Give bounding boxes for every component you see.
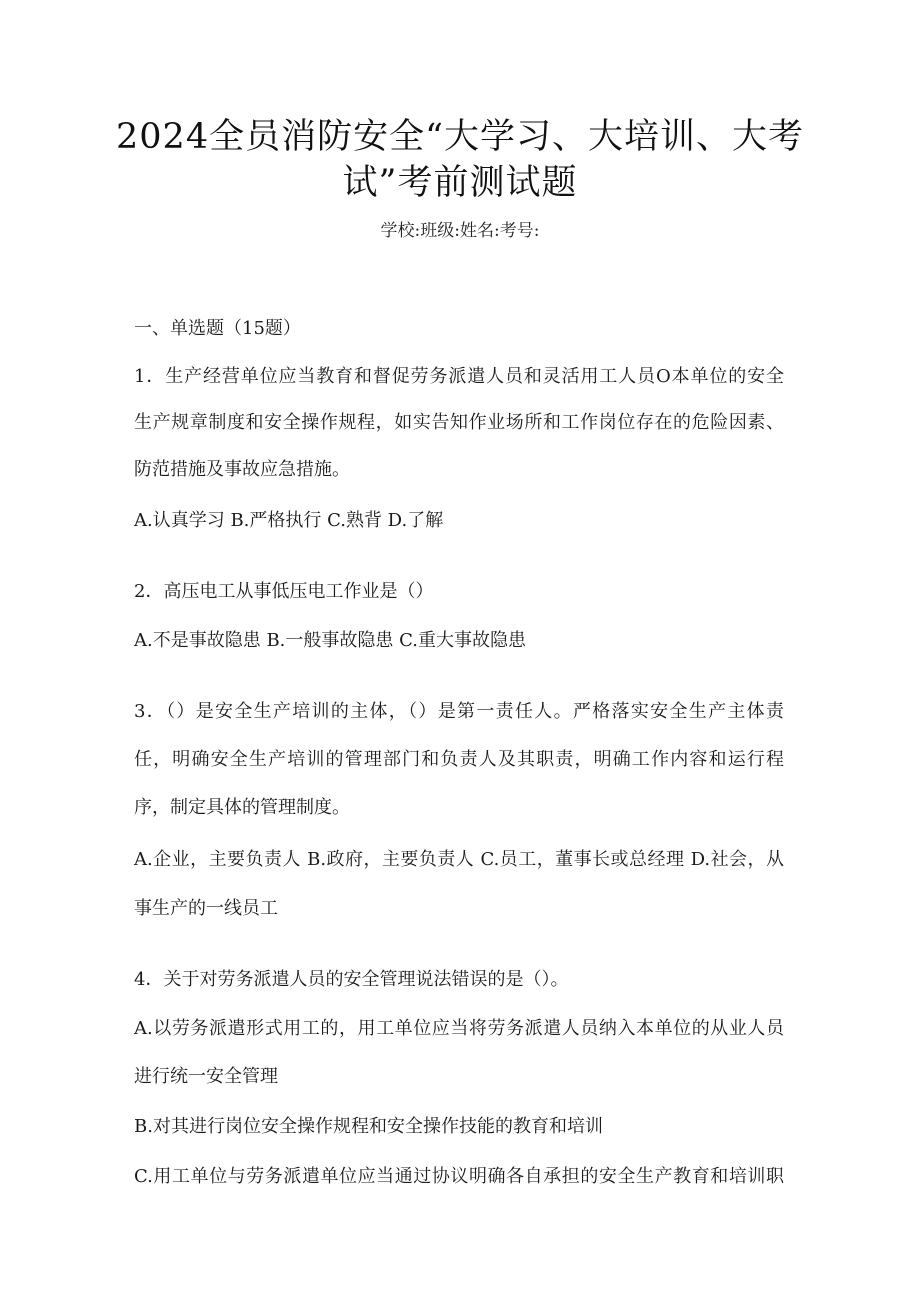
question-3-options-line-2: 事生产的一线员工: [134, 898, 278, 919]
question-1-options: A.认真学习 B.严格执行 C.熟背 D.了解: [134, 510, 444, 531]
question-1-text-line-3: 防范措施及事故应急措施。: [134, 459, 350, 480]
question-3-text-line-2: 任，明确安全生产培训的管理部门和负责人及其职责，明确工作内容和运行程: [134, 749, 784, 770]
student-info-line: 学校:班级:姓名:考号:: [380, 221, 540, 241]
question-4-option-b: B.对其进行岗位安全操作规程和安全操作技能的教育和培训: [134, 1116, 603, 1137]
question-4-option-a-line-2: 进行统一安全管理: [134, 1066, 278, 1087]
question-3-options-line-1: A.企业，主要负责人 B.政府，主要负责人 C.员工，董事长或总经理 D.社会，从: [134, 849, 784, 870]
question-4-text: 4．关于对劳务派遣人员的安全管理说法错误的是（）。: [134, 969, 569, 990]
question-2-options: A.不是事故隐患 B.一般事故隐患 C.重大事故隐患: [134, 630, 526, 651]
question-3-text-line-1: 3．（）是安全生产培训的主体，（）是第一责任人。严格落实安全生产主体责: [134, 701, 784, 722]
question-4-option-a-line-1: A.以劳务派遣形式用工的，用工单位应当将劳务派遣人员纳入本单位的从业人员: [134, 1018, 784, 1039]
question-4-option-c-line-1: C.用工单位与劳务派遣单位应当通过协议明确各自承担的安全生产教育和培训职: [134, 1166, 784, 1187]
question-1-text-line-2: 生产规章制度和安全操作规程，如实告知作业场所和工作岗位存在的危险因素、: [134, 412, 784, 433]
question-3-text-line-3: 序，制定具体的管理制度。: [134, 797, 350, 818]
question-1-text-line-1: 1．生产经营单位应当教育和督促劳务派遣人员和灵活用工人员O本单位的安全: [134, 366, 784, 387]
section-heading: 一、单选题（15题）: [134, 318, 301, 339]
document-title-line-2: 试”考前测试题: [342, 163, 578, 203]
question-2-text: 2．高压电工从事低压电工作业是（）: [134, 581, 434, 602]
document-title-line-1: 2024全员消防安全“大学习、大培训、大考: [116, 117, 804, 157]
